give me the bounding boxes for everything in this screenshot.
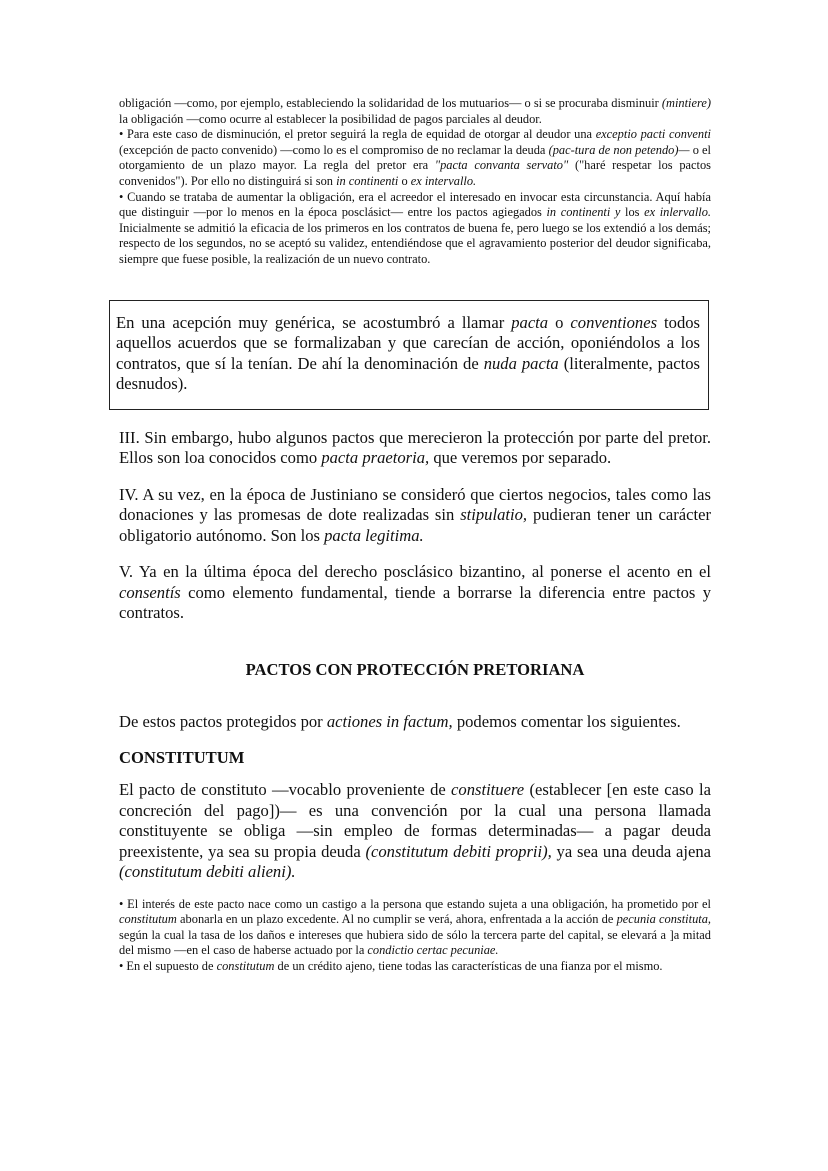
text-run: o bbox=[398, 173, 411, 188]
text-run: Inicialmente se admitió la eficacia de los primeros en los contratos de buena fe, pero luego se los extendió a los demás; respecto de los segundos, no se aceptó su validez, entendiéndose que el agravamiento posterior del deudor significaba, siempre que fuese posible, la realización de un nuevo contrato. bbox=[119, 220, 711, 266]
note-item bbox=[119, 959, 711, 975]
section-heading: PACTOS CON PROTECCIÓN PRETORIANA bbox=[245, 659, 585, 679]
text-run: obligación —como, por ejemplo, estableciendo la solidaridad de los mutuarios— o si se procuraba disminuir bbox=[119, 96, 662, 110]
constitutum-paragraph bbox=[119, 780, 711, 883]
text-run: o el otorgamiento de un plazo mayor. La regla del pretor era bbox=[119, 142, 711, 173]
paragraph-v bbox=[119, 562, 711, 624]
italic-text: in continenti bbox=[336, 173, 399, 188]
intro-paragraph bbox=[119, 712, 711, 733]
paragraph-iv bbox=[119, 485, 711, 547]
note-item bbox=[119, 897, 711, 959]
text-run: pudieran tener un carácter obligatorio autónomo. Son los bbox=[119, 505, 711, 545]
italic-text: consentís bbox=[119, 582, 181, 602]
text-run: • Para este caso de disminución, el pretor seguirá la regla de equidad de otorgar al deudor una bbox=[119, 127, 596, 142]
text-run: podemos comentar los siguientes. bbox=[452, 711, 681, 731]
bullet-paragraph bbox=[119, 127, 711, 189]
italic-text: in continenti y bbox=[546, 205, 621, 220]
text-run: ("haré respetar los pactos convenidos"). Por ello no distinguirá si son bbox=[119, 158, 711, 188]
italic-text: nuda pacta bbox=[483, 353, 559, 373]
text-run: • Cuando se trataba de aumentar la obligación, era el acreedor el interesado en invocar esta circunstancia. Aquí había que distinguir —por lo menos en la época posclásict— entre los pactos agiegados bbox=[119, 189, 711, 220]
text-run: • El interés de este pacto nace como un castigo a la persona que estando sujeta a una obligación, ha prometido por el bbox=[119, 896, 711, 911]
text-run: (literalmente, pactos desnudos). bbox=[116, 353, 700, 394]
text-run: de un crédito ajeno, tiene todas las características de una fianza por el mismo. bbox=[274, 958, 663, 973]
italic-text: exceptio pacti conventi bbox=[595, 127, 711, 142]
italic-text: ex inlervallo. bbox=[644, 205, 711, 220]
text-run: o bbox=[548, 312, 571, 332]
italic-text: condictio certac pecuniae. bbox=[367, 943, 499, 958]
italic-text: pacta bbox=[511, 312, 549, 332]
text-run: En una acepción muy genérica, se acostumbró a llamar bbox=[116, 312, 512, 332]
text-run: • En el supuesto de bbox=[119, 958, 217, 973]
italic-text: constituere bbox=[451, 780, 525, 800]
notes bbox=[119, 897, 711, 975]
italic-text: constitutum bbox=[119, 912, 177, 927]
italic-text: (constitutum debiti alieni). bbox=[119, 862, 296, 882]
text-run: (excepción de pacto convenido) —como lo es el compromiso de no reclamar la deuda bbox=[119, 142, 549, 157]
italic-text: pacta legitima. bbox=[324, 525, 424, 545]
italic-text: conventiones bbox=[570, 312, 658, 332]
text-run: V. Ya en la última época del derecho posclásico bizantino, al ponerse el acento en el bbox=[119, 562, 711, 582]
italic-text: "pacta convanta servato" bbox=[434, 158, 569, 173]
text-run: que veremos por separado. bbox=[429, 448, 612, 468]
italic-text: pecunia constituta, bbox=[616, 912, 711, 927]
paragraph-iii bbox=[119, 428, 711, 469]
document-page bbox=[116, 96, 711, 975]
text-run: los bbox=[620, 205, 645, 220]
text-run: ya sea una deuda ajena bbox=[551, 841, 711, 861]
italic-text: pacta praetoria, bbox=[321, 448, 430, 468]
text-run: todos aquellos acuerdos que se formalizaban y que carecían de acción, oponiéndolos a los contratos, que sí la tenían. De ahí la denominación de bbox=[116, 312, 700, 373]
subsection-heading: CONSTITUTUM bbox=[119, 748, 245, 768]
text-run: abonarla en un plazo excedente. Al no cumplir se verá, ahora, enfrentada a la acción de bbox=[176, 912, 617, 927]
text-run: III. Sin embargo, hubo algunos pactos que merecieron la protección por parte del pretor. Ellos son loa conocidos como bbox=[119, 427, 711, 468]
definition-box bbox=[109, 300, 709, 410]
italic-text: ex intervallo. bbox=[410, 173, 477, 188]
text-run: El pacto de constituto —vocablo proveniente de bbox=[119, 780, 452, 800]
italic-text: (mintiere) bbox=[661, 96, 711, 110]
italic-text: actiones in factum, bbox=[326, 711, 453, 731]
italic-text: (constitutum debiti proprii), bbox=[365, 841, 552, 861]
italic-text: stipulatio, bbox=[460, 505, 528, 525]
italic-text: (pac-tura de non petendo)— bbox=[548, 142, 690, 157]
text-run: según la cual la tasa de los daños e intereses que hubiera sido de sólo la tercera parte del capital, se elevará a ]a mitad del mismo —en el caso de haberse actuado por la bbox=[119, 927, 711, 958]
text-run: la obligación —como ocurre al establecer la posibilidad de pagos parciales al deudor. bbox=[119, 111, 542, 126]
italic-text: constitutum bbox=[216, 958, 275, 973]
bullet-paragraph bbox=[119, 190, 711, 268]
text-run: (establecer [en este caso la concreción del pago])— es una convención por la cual una persona llamada constituyente se obliga —sin empleo de formas determinadas— a pagar deuda preexistente, ya sea su propia deuda bbox=[119, 780, 711, 861]
paragraph bbox=[119, 96, 711, 127]
text-run: IV. A su vez, en la época de Justiniano se consideró que ciertos negocios, tales como las donaciones y las promesas de dote realizadas sin bbox=[119, 484, 711, 525]
text-run: como elemento fundamental, tiende a borrarse la diferencia entre pactos y contratos. bbox=[119, 582, 711, 623]
text-run: De estos pactos protegidos por bbox=[119, 711, 327, 731]
top-paragraphs bbox=[119, 96, 711, 268]
